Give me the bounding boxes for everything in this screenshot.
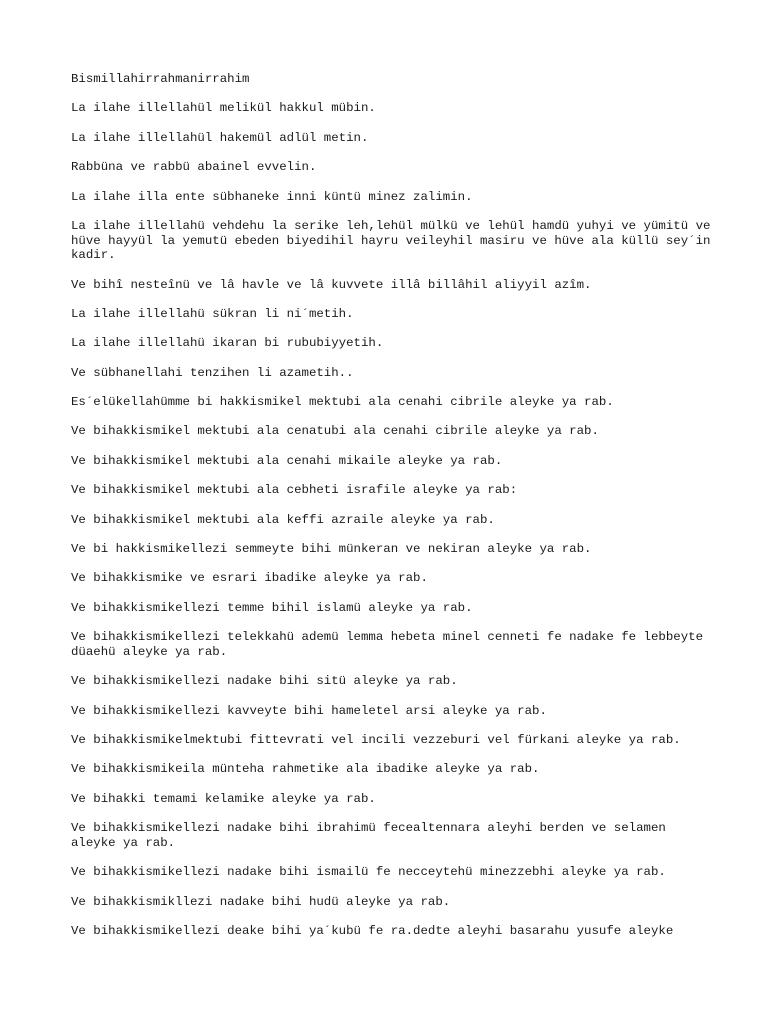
paragraph: Ve bihakkismikel mektubi ala cenahi mikaile aleyke ya rab. bbox=[71, 453, 503, 468]
paragraph: Ve bihakkismikellezi nadake bihi ismailü fe necceytehü minezzebhi aleyke ya rab. bbox=[71, 865, 666, 880]
paragraph: Es´elükellahümme bi hakkismikel mektubi ala cenahi cibrile aleyke ya rab. bbox=[71, 395, 614, 410]
paragraph: La ilahe illellahü sükran li ni´metih. bbox=[71, 306, 354, 321]
paragraph: Ve bihakkismikllezi nadake bihi hudü aleyke ya rab. bbox=[71, 894, 451, 909]
paragraph: Ve bihakkismike ve esrari ibadike aleyke ya rab. bbox=[71, 571, 428, 586]
paragraph: Ve bihî nesteînü ve lâ havle ve lâ kuvvete illâ billâhil aliyyil azîm. bbox=[71, 277, 592, 292]
paragraph: Rabbüna ve rabbü abainel evvelin. bbox=[71, 160, 317, 175]
paragraph: Ve bihakkismikeila münteha rahmetike ala ibadike aleyke ya rab. bbox=[71, 762, 540, 777]
paragraph-title: Bismillahirrahmanirrahim bbox=[71, 72, 250, 86]
paragraph: La ilahe illa ente sübhaneke inni küntü minez zalimin. bbox=[71, 189, 473, 204]
paragraph: La ilahe illellahül melikül hakkul mübin. bbox=[71, 101, 376, 116]
paragraph: Ve bihakki temami kelamike aleyke ya rab. bbox=[71, 791, 376, 806]
paragraph: Ve bihakkismikellezi temme bihil islamü aleyke ya rab. bbox=[71, 600, 473, 615]
paragraph: La ilahe illellahü ikaran bi rububiyyetih. bbox=[71, 336, 384, 351]
paragraph: Ve bihakkismikelmektubi fittevrati vel incili vezzeburi vel fürkani aleyke ya rab. bbox=[71, 732, 681, 747]
document-body bbox=[71, 72, 711, 953]
paragraph: La ilahe illellahül hakemül adlül metin. bbox=[71, 130, 369, 145]
paragraph: Ve bihakkismikellezi deake bihi ya´kubü fe ra.dedte aleyhi basarahu yusufe aleyke bbox=[71, 923, 674, 938]
paragraph: Ve bi hakkismikellezi semmeyte bihi münkeran ve nekiran aleyke ya rab. bbox=[71, 542, 592, 557]
paragraph: Ve bihakkismikellezi kavveyte bihi hameletel arsi aleyke ya rab. bbox=[71, 703, 547, 718]
paragraph: La ilahe illellahü vehdehu la serike leh,lehül mülkü ve lehül hamdü yuhyi ve yümitü ve hüve hayyül la yemutü ebeden biyedihil hayru veileyhil masiru ve hüve ala küllü sey´in kadir. bbox=[71, 218, 711, 263]
paragraph: Ve bihakkismikel mektubi ala cebheti israfile aleyke ya rab: bbox=[71, 483, 518, 498]
paragraph: Ve bihakkismikellezi telekkahü ademü lemma hebeta minel cenneti fe nadake fe lebbeyte düaehü aleyke ya rab. bbox=[71, 630, 704, 659]
paragraph: Ve bihakkismikellezi nadake bihi sitü aleyke ya rab. bbox=[71, 674, 458, 689]
paragraph: Ve bihakkismikellezi nadake bihi ibrahimü fecealtennara aleyhi berden ve selamen aleyke ya rab. bbox=[71, 821, 666, 850]
paragraph: Ve bihakkismikel mektubi ala cenatubi ala cenahi cibrile aleyke ya rab. bbox=[71, 424, 599, 439]
paragraph: Ve sübhanellahi tenzihen li azametih.. bbox=[71, 365, 354, 380]
paragraph: Ve bihakkismikel mektubi ala keffi azraile aleyke ya rab. bbox=[71, 512, 495, 527]
